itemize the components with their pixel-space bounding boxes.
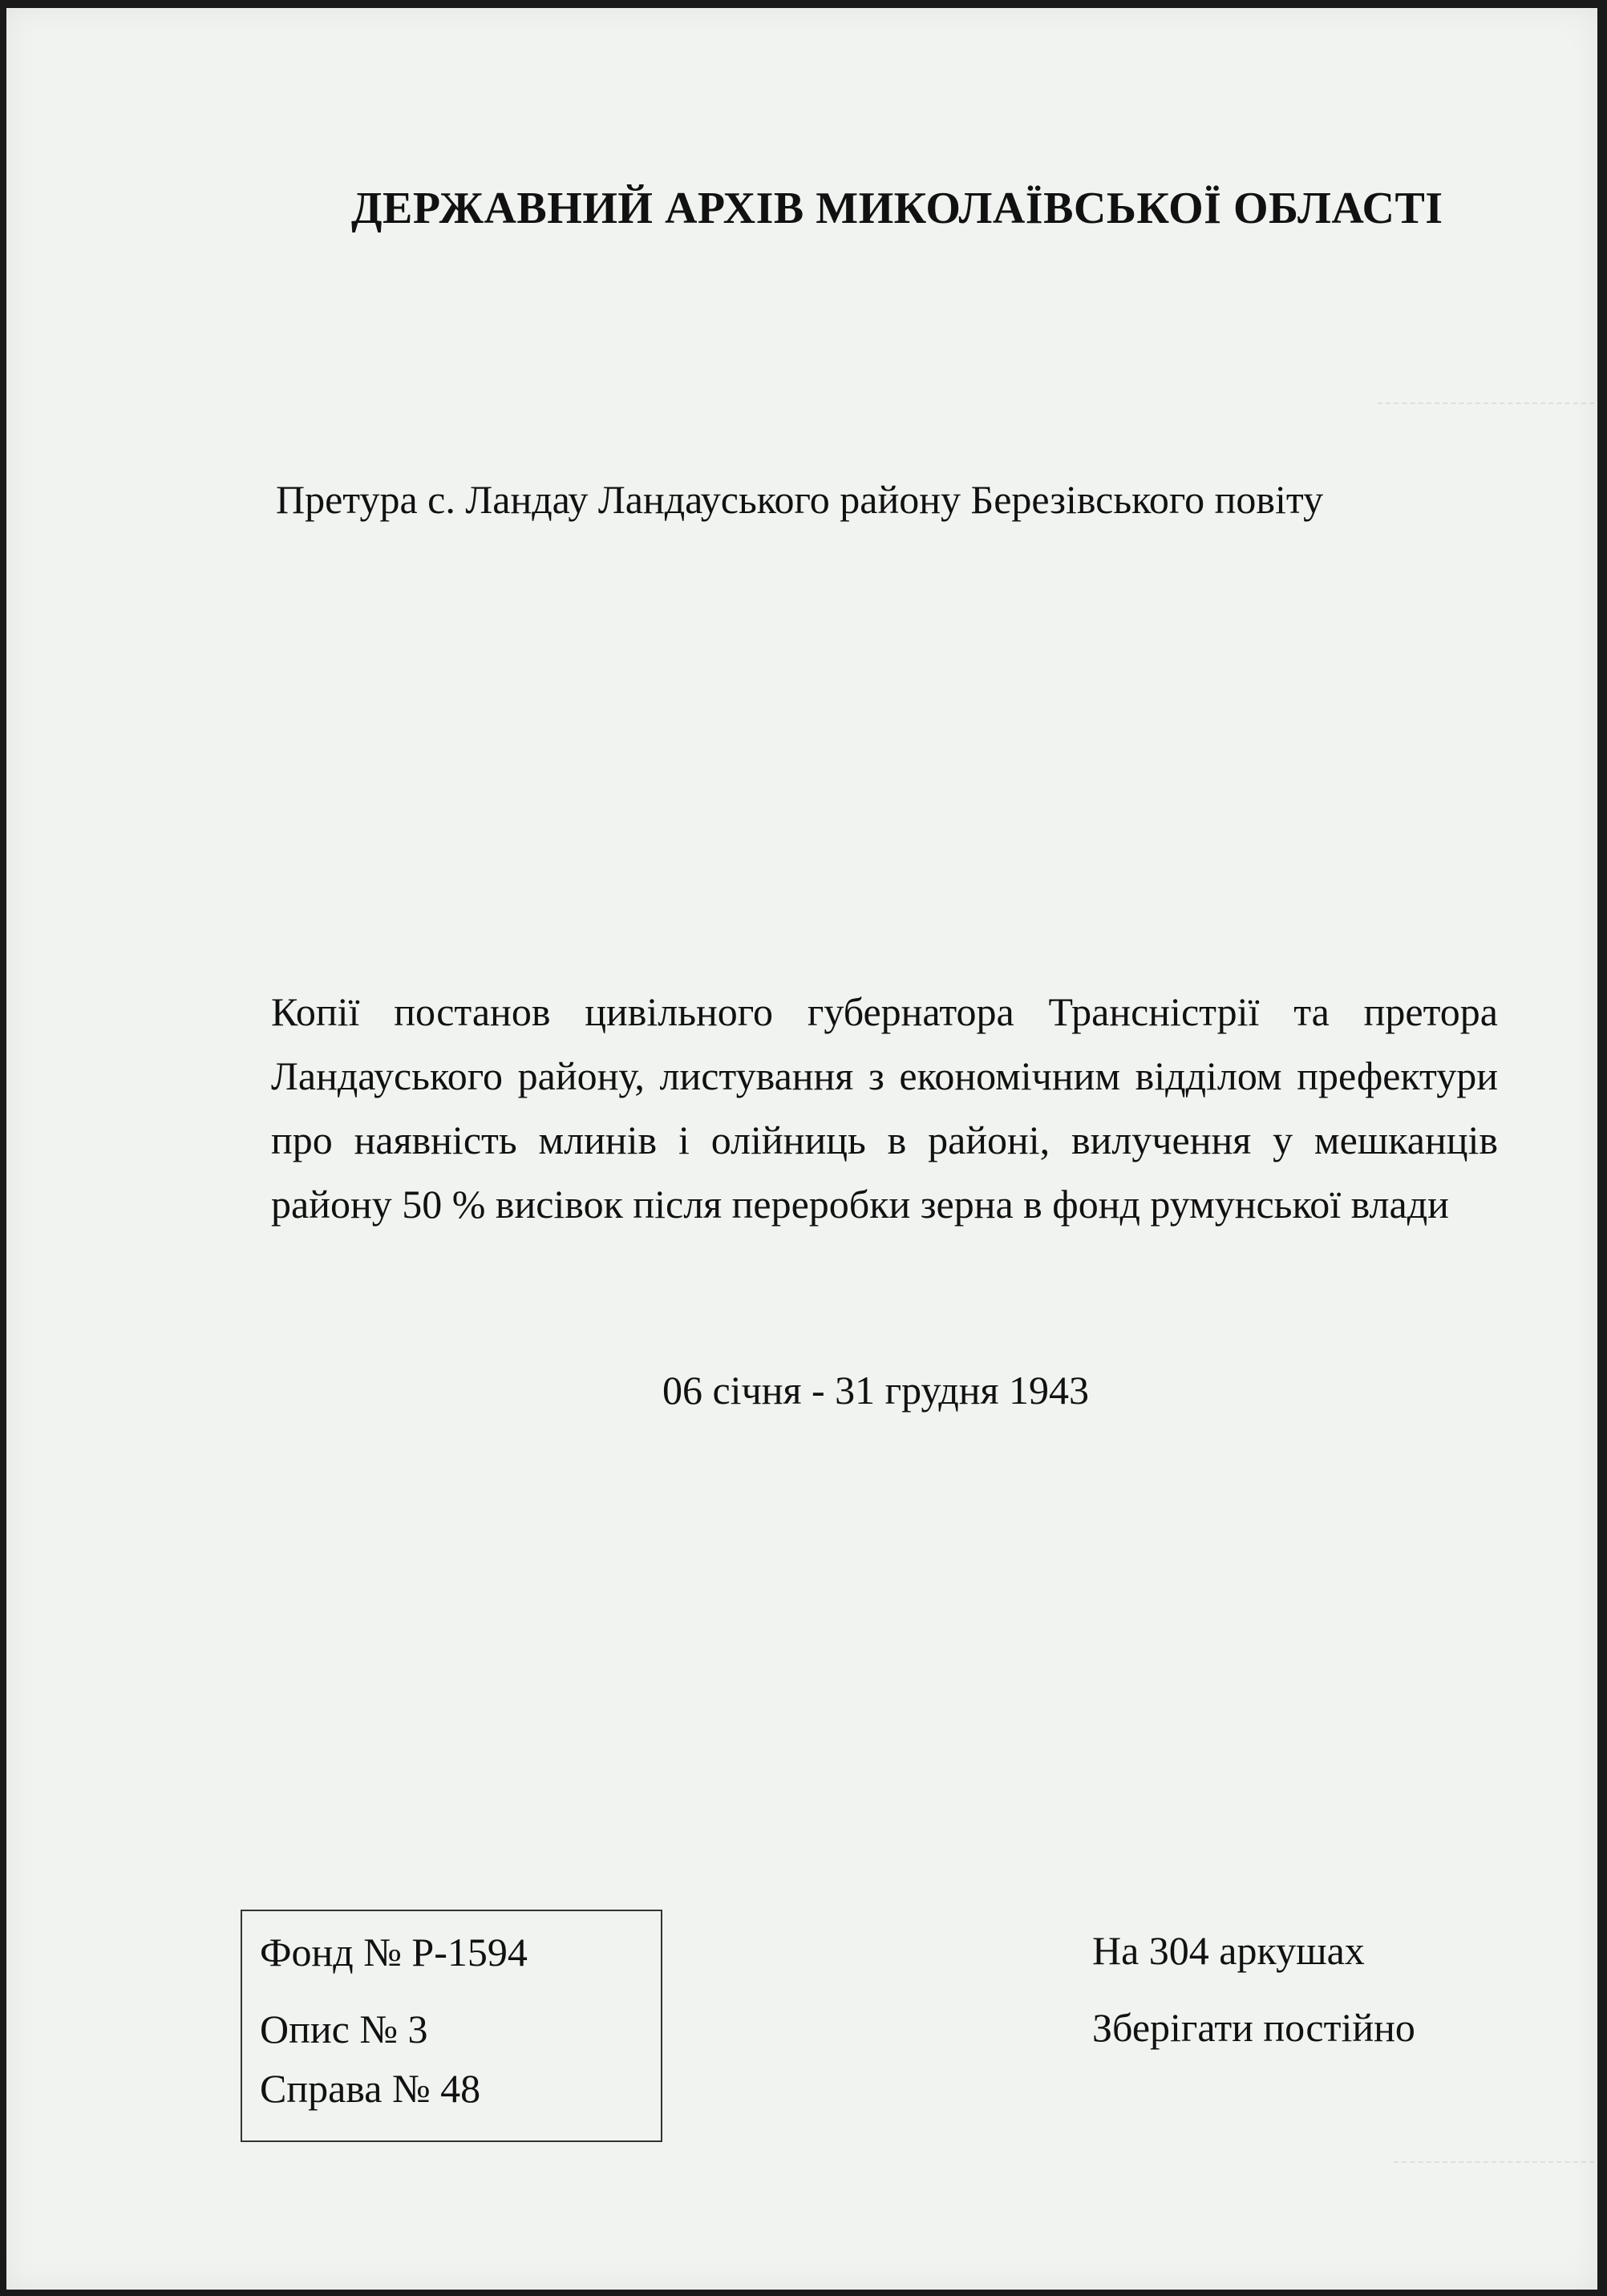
- sheet-count: На 304 аркушах: [1092, 1928, 1365, 1973]
- archive-reference-box: [241, 1910, 662, 2142]
- sprava-number: Справа № 48: [260, 2066, 481, 2111]
- file-description: Копії постанов цивільного губернатора Трансністрії та претора Ландауського району, листування з економічним відділом префектури про наявність млинів і олійниць в районі, вилучення у мешканців району 50 % висівок після переробки зерна в фонд румунської влади: [271, 989, 1498, 1227]
- fund-creator: Претура с. Ландау Ландауського району Березівського повіту: [276, 477, 1324, 522]
- page-crease: [1378, 402, 1594, 404]
- storage-term: Зберігати постійно: [1092, 2005, 1415, 2050]
- archive-title: ДЕРЖАВНИЙ АРХІВ МИКОЛАЇВСЬКОЇ ОБЛАСТІ: [351, 184, 1443, 233]
- date-range: 06 січня - 31 грудня 1943: [662, 1368, 1090, 1413]
- fond-number: Фонд № Р-1594: [260, 1930, 528, 1975]
- page-crease: [1394, 2161, 1594, 2163]
- opys-number: Опис № 3: [260, 2007, 428, 2051]
